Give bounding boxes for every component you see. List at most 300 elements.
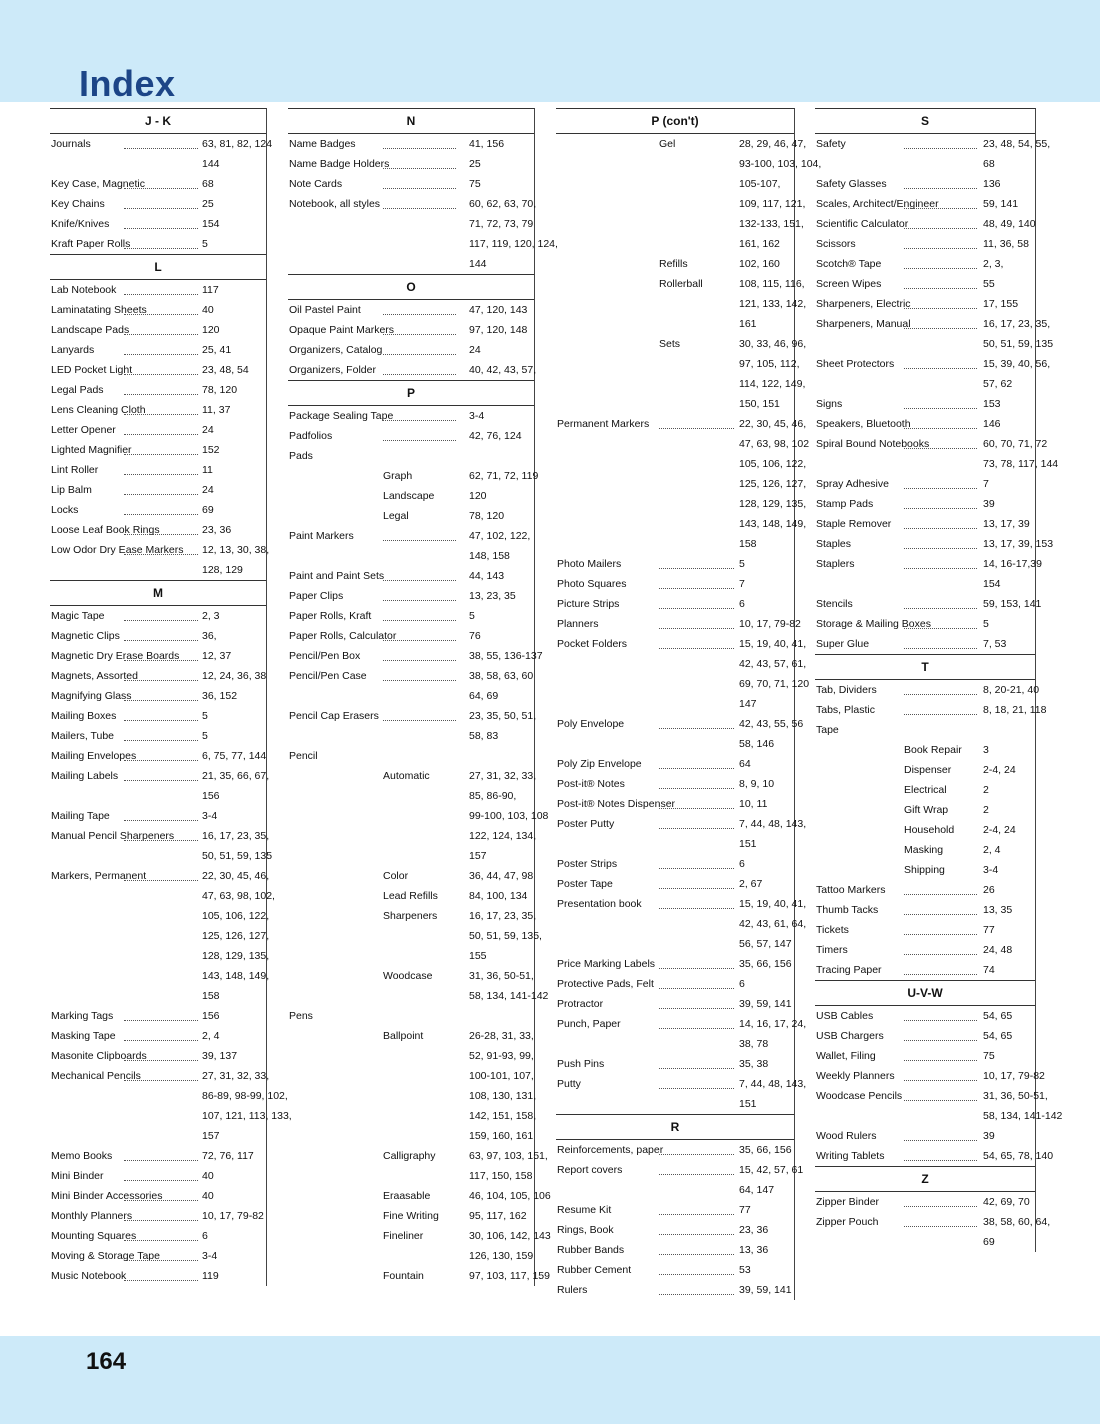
entry-pages: 8, 20-21, 40 <box>983 684 1040 696</box>
index-entry-continuation <box>556 354 800 374</box>
index-entry <box>50 520 266 540</box>
index-entry <box>288 1266 550 1286</box>
dot-leader <box>124 454 198 455</box>
index-entry <box>288 746 534 766</box>
entry-pages: 132-133, 151, <box>739 218 804 230</box>
index-entry <box>288 626 534 646</box>
index-entry <box>50 234 266 254</box>
index-entry <box>556 334 807 354</box>
entry-pages: 2-4, 24 <box>983 764 1016 776</box>
entry-pages: 100-101, 107, <box>469 1070 534 1082</box>
entry-term: Stencils <box>816 598 853 610</box>
entry-term: Mailing Tape <box>51 810 110 822</box>
entry-term: Pads <box>289 450 313 462</box>
section-header: J - K <box>50 109 266 134</box>
entry-pages: 3-4 <box>202 1250 218 1262</box>
entry-pages: 128, 129, 135, <box>202 950 270 962</box>
entry-term: Weekly Planners <box>816 1070 895 1082</box>
dot-leader <box>124 1060 198 1061</box>
index-entry <box>556 994 794 1014</box>
index-entry <box>815 900 1035 920</box>
entry-term: Report covers <box>557 1164 623 1176</box>
dot-leader <box>904 628 977 629</box>
entry-pages: 38, 55, 136-137 <box>469 650 543 662</box>
entry-pages: 47, 102, 122, <box>469 530 531 542</box>
index-entry-continuation <box>556 674 810 694</box>
index-entry <box>815 434 1048 454</box>
entry-pages: 42, 43, 57, 61, <box>739 658 807 670</box>
entry-pages: 27, 31, 32, 33, <box>202 1070 270 1082</box>
dot-leader <box>124 1200 198 1201</box>
index-entry-continuation <box>288 1126 534 1146</box>
entry-term: Legal Pads <box>51 384 104 396</box>
entry-pages: 117 <box>202 284 219 296</box>
index-entry-continuation <box>288 234 558 254</box>
entry-pages: 15, 19, 40, 41, <box>739 898 807 910</box>
entry-pages: 12, 24, 36, 38 <box>202 670 267 682</box>
dot-leader <box>659 1174 734 1175</box>
index-entry <box>50 1246 266 1266</box>
entry-term: Opaque Paint Markers <box>289 324 395 336</box>
entry-pages: 7 <box>983 478 989 490</box>
entry-pages: 26 <box>983 884 995 896</box>
entry-term: Woodcase Pencils <box>816 1090 903 1102</box>
entry-pages: 2-4, 24 <box>983 824 1016 836</box>
dot-leader <box>904 1226 977 1227</box>
index-entry-continuation <box>556 834 794 854</box>
index-entry <box>556 414 807 434</box>
entry-pages: 63, 81, 82, 124 <box>202 138 273 150</box>
index-entry-continuation <box>556 174 794 194</box>
index-entry <box>50 706 266 726</box>
index-entry <box>556 774 794 794</box>
entry-pages: 30, 106, 142, 143 <box>469 1230 551 1242</box>
dot-leader <box>124 700 198 701</box>
dot-leader <box>904 1160 977 1161</box>
dot-leader <box>659 1254 734 1255</box>
index-entry-continuation <box>50 886 275 906</box>
entry-pages: 2, 3, <box>983 258 1004 270</box>
entry-pages: 10, 11 <box>739 798 768 810</box>
index-entry-continuation <box>50 1106 292 1126</box>
entry-term: Wood Rulers <box>816 1130 877 1142</box>
entry-pages: 15, 42, 57, 61 <box>739 1164 804 1176</box>
entry-pages: 108, 130, 131, <box>469 1090 537 1102</box>
index-entry <box>50 666 266 686</box>
entry-pages: 2, 4 <box>202 1030 220 1042</box>
entry-pages: 40 <box>202 1170 214 1182</box>
entry-pages: 121, 133, 142, <box>739 298 807 310</box>
entry-pages: 39, 59, 141 <box>739 1284 792 1296</box>
dot-leader <box>124 534 198 535</box>
entry-pages: 54, 65 <box>983 1030 1013 1042</box>
index-entry <box>815 514 1035 534</box>
index-entry <box>556 1200 794 1220</box>
entry-pages: 2, 67 <box>739 878 763 890</box>
index-entry <box>288 360 537 380</box>
entry-pages: 144 <box>202 158 220 170</box>
entry-pages: 48, 49, 140 <box>983 218 1036 230</box>
entry-pages: 97, 105, 112, <box>739 358 800 370</box>
dot-leader <box>904 1020 977 1021</box>
entry-term: Magnetic Clips <box>51 630 120 642</box>
index-entry-continuation <box>50 946 270 966</box>
index-entry-continuation <box>50 926 270 946</box>
dot-leader <box>904 954 977 955</box>
entry-pages: 58, 146 <box>739 738 775 750</box>
dot-leader <box>659 1214 734 1215</box>
index-entry <box>50 766 270 786</box>
entry-term: Spiral Bound Notebooks <box>816 438 930 450</box>
dot-leader <box>124 188 198 189</box>
entry-pages: 125, 126, 127, <box>739 478 807 490</box>
entry-pages: 76 <box>469 630 481 642</box>
entry-term: Mini Binder Accessories <box>51 1190 163 1202</box>
index-entry <box>288 606 534 626</box>
entry-subterm: Graph <box>383 470 413 482</box>
index-entry <box>50 480 266 500</box>
entry-pages: 12, 37 <box>202 650 232 662</box>
entry-pages: 11 <box>202 464 213 476</box>
entry-pages: 24 <box>202 484 214 496</box>
dot-leader <box>383 420 456 421</box>
index-entry <box>288 506 534 526</box>
entry-pages: 38, 58, 60, 64, <box>983 1216 1051 1228</box>
dot-leader <box>904 914 977 915</box>
index-entry <box>288 1006 534 1026</box>
index-entry <box>556 1074 807 1094</box>
entry-term: Rubber Bands <box>557 1244 625 1256</box>
index-entry <box>288 566 534 586</box>
entry-subterm: Gift Wrap <box>904 804 949 816</box>
dot-leader <box>659 868 734 869</box>
index-entry <box>815 594 1042 614</box>
dot-leader <box>659 1068 734 1069</box>
entry-pages: 151 <box>739 1098 757 1110</box>
dot-leader <box>124 1020 198 1021</box>
entry-term: Tab, Dividers <box>816 684 877 696</box>
entry-pages: 107, 121, 113, 133, <box>202 1110 292 1122</box>
index-entry <box>815 214 1035 234</box>
dot-leader <box>383 334 456 335</box>
index-entry <box>815 800 1035 820</box>
index-entry <box>556 1260 794 1280</box>
dot-leader <box>124 314 198 315</box>
entry-term: Safety Glasses <box>816 178 887 190</box>
dot-leader <box>659 1088 734 1089</box>
dot-leader <box>904 408 977 409</box>
dot-leader <box>124 228 198 229</box>
dot-leader <box>124 148 198 149</box>
entry-pages: 7 <box>739 578 745 590</box>
dot-leader <box>904 714 977 715</box>
entry-pages: 74 <box>983 964 995 976</box>
entry-pages: 27, 31, 32, 33, <box>469 770 537 782</box>
index-entry-continuation <box>50 1086 288 1106</box>
dot-leader <box>904 1206 977 1207</box>
section-header: R <box>556 1114 794 1140</box>
entry-pages: 50, 51, 59, 135, <box>469 930 542 942</box>
entry-pages: 75 <box>983 1050 995 1062</box>
entry-pages: 35, 66, 156 <box>739 958 792 970</box>
index-entry-continuation <box>288 546 534 566</box>
entry-pages: 158 <box>202 990 220 1002</box>
section-header: N <box>288 109 534 134</box>
index-entry <box>556 1014 807 1034</box>
entry-term: Tabs, Plastic <box>816 704 875 716</box>
dot-leader <box>124 740 198 741</box>
entry-term: Mailing Boxes <box>51 710 117 722</box>
entry-pages: 25 <box>469 158 481 170</box>
dot-leader <box>904 368 977 369</box>
entry-term: Protractor <box>557 998 604 1010</box>
entry-pages: 47, 120, 143 <box>469 304 528 316</box>
entry-pages: 22, 30, 45, 46, <box>739 418 807 430</box>
entry-term: Scissors <box>816 238 856 250</box>
dot-leader <box>904 188 977 189</box>
index-entry <box>50 400 266 420</box>
entry-subterm: Fine Writing <box>383 1210 439 1222</box>
entry-term: Lanyards <box>51 344 95 356</box>
entry-pages: 36, 152 <box>202 690 238 702</box>
entry-term: Post-it® Notes Dispenser <box>557 798 676 810</box>
index-entry <box>815 254 1035 274</box>
entry-term: Knife/Knives <box>51 218 110 230</box>
dot-leader <box>904 428 977 429</box>
dot-leader <box>124 840 198 841</box>
entry-term: Magnets, Assorted <box>51 670 138 682</box>
entry-pages: 10, 17, 79-82 <box>202 1210 264 1222</box>
entry-term: Price Marking Labels <box>557 958 656 970</box>
entry-pages: 42, 43, 55, 56 <box>739 718 804 730</box>
index-entry <box>556 254 794 274</box>
index-entry <box>50 360 266 380</box>
index-entry-continuation <box>288 1246 534 1266</box>
index-entry <box>50 1226 266 1246</box>
entry-pages: 25, 41 <box>202 344 232 356</box>
entry-subterm: Sharpeners <box>383 910 438 922</box>
entry-pages: 64, 69 <box>469 690 499 702</box>
dot-leader <box>659 1008 734 1009</box>
index-column <box>815 108 1063 1252</box>
entry-pages: 8, 18, 21, 118 <box>983 704 1047 716</box>
index-entry <box>556 1280 794 1300</box>
index-entry <box>50 214 266 234</box>
index-entry-continuation <box>556 474 807 494</box>
entry-pages: 38, 58, 63, 60 <box>469 670 534 682</box>
entry-pages: 42, 69, 70 <box>983 1196 1030 1208</box>
dot-leader <box>383 374 456 375</box>
entry-term: Oil Pastel Paint <box>289 304 361 316</box>
index-entry <box>288 174 534 194</box>
section-header: S <box>815 109 1035 134</box>
entry-term: Notebook, all styles <box>289 198 381 210</box>
entry-pages: 108, 115, 116, <box>739 278 805 290</box>
dot-leader <box>904 228 977 229</box>
entry-pages: 128, 129, 135, <box>739 498 807 510</box>
index-entry <box>815 554 1042 574</box>
dot-leader <box>904 328 977 329</box>
entry-term: Pencil/Pen Case <box>289 670 367 682</box>
dot-leader <box>124 414 198 415</box>
entry-subterm: Book Repair <box>904 744 962 756</box>
index-entry-continuation <box>815 374 1035 394</box>
entry-pages: 15, 19, 40, 41, <box>739 638 807 650</box>
entry-pages: 144 <box>469 258 487 270</box>
entry-pages: 77 <box>739 1204 751 1216</box>
dot-leader <box>904 608 977 609</box>
index-entry <box>50 1046 266 1066</box>
dot-leader <box>904 308 977 309</box>
index-entry <box>288 154 534 174</box>
dot-leader <box>904 1100 977 1101</box>
dot-leader <box>383 580 456 581</box>
entry-pages: 59, 153, 141 <box>983 598 1042 610</box>
entry-subterm: Rollerball <box>659 278 703 290</box>
section-header: T <box>815 654 1035 680</box>
index-entry-continuation <box>556 934 794 954</box>
entry-pages: 30, 33, 46, 96, <box>739 338 807 350</box>
index-entry <box>50 440 266 460</box>
index-entry <box>556 754 794 774</box>
dot-leader <box>904 648 977 649</box>
dot-leader <box>124 208 198 209</box>
index-entry <box>288 134 534 154</box>
entry-subterm: Automatic <box>383 770 430 782</box>
entry-pages: 2 <box>983 784 989 796</box>
index-column <box>50 108 292 1286</box>
index-entry-continuation <box>50 966 270 986</box>
entry-term: Thumb Tacks <box>816 904 879 916</box>
index-entry <box>288 706 537 726</box>
index-entry <box>815 274 1035 294</box>
entry-pages: 126, 130, 159 <box>469 1250 534 1262</box>
index-entry <box>288 446 534 466</box>
index-entry <box>556 614 801 634</box>
entry-pages: 6 <box>739 598 745 610</box>
entry-term: Photo Squares <box>557 578 627 590</box>
index-entry-continuation <box>288 726 534 746</box>
entry-term: Picture Strips <box>557 598 620 610</box>
index-entry <box>50 686 266 706</box>
entry-pages: 57, 62 <box>983 378 1013 390</box>
dot-leader <box>659 1154 734 1155</box>
index-entry <box>556 814 807 834</box>
entry-pages: 154 <box>202 218 220 230</box>
index-entry-continuation <box>50 560 266 580</box>
index-entry <box>556 874 794 894</box>
entry-subterm: Woodcase <box>383 970 433 982</box>
dot-leader <box>904 1040 977 1041</box>
index-entry <box>50 1166 266 1186</box>
entry-term: Scientific Calculator <box>816 218 909 230</box>
section-header: M <box>50 580 266 606</box>
entry-pages: 50, 51, 59, 135 <box>983 338 1054 350</box>
dot-leader <box>383 660 456 661</box>
entry-pages: 36, <box>202 630 217 642</box>
entry-term: Rings, Book <box>557 1224 614 1236</box>
entry-pages: 6 <box>739 978 745 990</box>
index-entry <box>556 794 794 814</box>
entry-term: Organizers, Catalog <box>289 344 383 356</box>
dot-leader <box>383 188 456 189</box>
index-entry <box>556 954 794 974</box>
dot-leader <box>904 148 977 149</box>
index-entry-continuation <box>556 654 807 674</box>
dot-leader <box>383 720 456 721</box>
entry-term: Photo Mailers <box>557 558 622 570</box>
index-entry <box>288 766 537 786</box>
entry-term: Staplers <box>816 558 855 570</box>
entry-pages: 52, 91-93, 99, <box>469 1050 534 1062</box>
entry-pages: 153 <box>983 398 1001 410</box>
dot-leader <box>124 620 198 621</box>
entry-pages: 64 <box>739 758 751 770</box>
entry-pages: 22, 30, 45, 46, <box>202 870 270 882</box>
index-entry <box>556 854 794 874</box>
entry-term: Padfolios <box>289 430 333 442</box>
entry-term: Protective Pads, Felt <box>557 978 654 990</box>
index-entry <box>815 1192 1035 1212</box>
dot-leader <box>904 1080 977 1081</box>
dot-leader <box>904 694 977 695</box>
entry-term: Tattoo Markers <box>816 884 886 896</box>
dot-leader <box>659 428 734 429</box>
index-entry <box>815 314 1051 334</box>
index-entry <box>288 486 534 506</box>
entry-pages: 7, 53 <box>983 638 1007 650</box>
index-entry-continuation <box>556 194 806 214</box>
entry-term: Lip Balm <box>51 484 92 496</box>
entry-pages: 41, 156 <box>469 138 505 150</box>
entry-pages: 93-100, 103, 104, <box>739 158 822 170</box>
entry-pages: 35, 38 <box>739 1058 769 1070</box>
index-entry-continuation <box>50 846 273 866</box>
entry-term: Scales, Architect/Engineer <box>816 198 939 210</box>
entry-pages: 35, 66, 156 <box>739 1144 792 1156</box>
index-entry <box>288 886 534 906</box>
index-entry-continuation <box>556 154 822 174</box>
entry-term: Name Badge Holders <box>289 158 390 170</box>
entry-pages: 2, 4 <box>983 844 1001 856</box>
entry-pages: 155 <box>469 950 487 962</box>
entry-term: Mechanical Pencils <box>51 1070 141 1082</box>
dot-leader <box>124 1220 198 1221</box>
entry-term: Organizers, Folder <box>289 364 376 376</box>
entry-pages: 56, 57, 147 <box>739 938 792 950</box>
index-entry <box>50 1186 266 1206</box>
entry-subterm: Fountain <box>383 1270 424 1282</box>
dot-leader <box>659 608 734 609</box>
entry-term: Screen Wipes <box>816 278 882 290</box>
dot-leader <box>124 1260 198 1261</box>
index-entry <box>815 234 1035 254</box>
index-entry-continuation <box>50 986 266 1006</box>
dot-leader <box>659 1028 734 1029</box>
index-entry <box>815 700 1047 720</box>
dot-leader <box>659 908 734 909</box>
index-entry-continuation <box>288 1086 537 1106</box>
entry-term: Journals <box>51 138 91 150</box>
dot-leader <box>659 588 734 589</box>
index-entry-continuation <box>556 314 794 334</box>
index-entry <box>815 134 1051 154</box>
dot-leader <box>659 888 734 889</box>
dot-leader <box>659 628 734 629</box>
entry-pages: 97, 103, 117, 159 <box>469 1270 550 1282</box>
dot-leader <box>659 768 734 769</box>
index-entry-continuation <box>556 514 807 534</box>
